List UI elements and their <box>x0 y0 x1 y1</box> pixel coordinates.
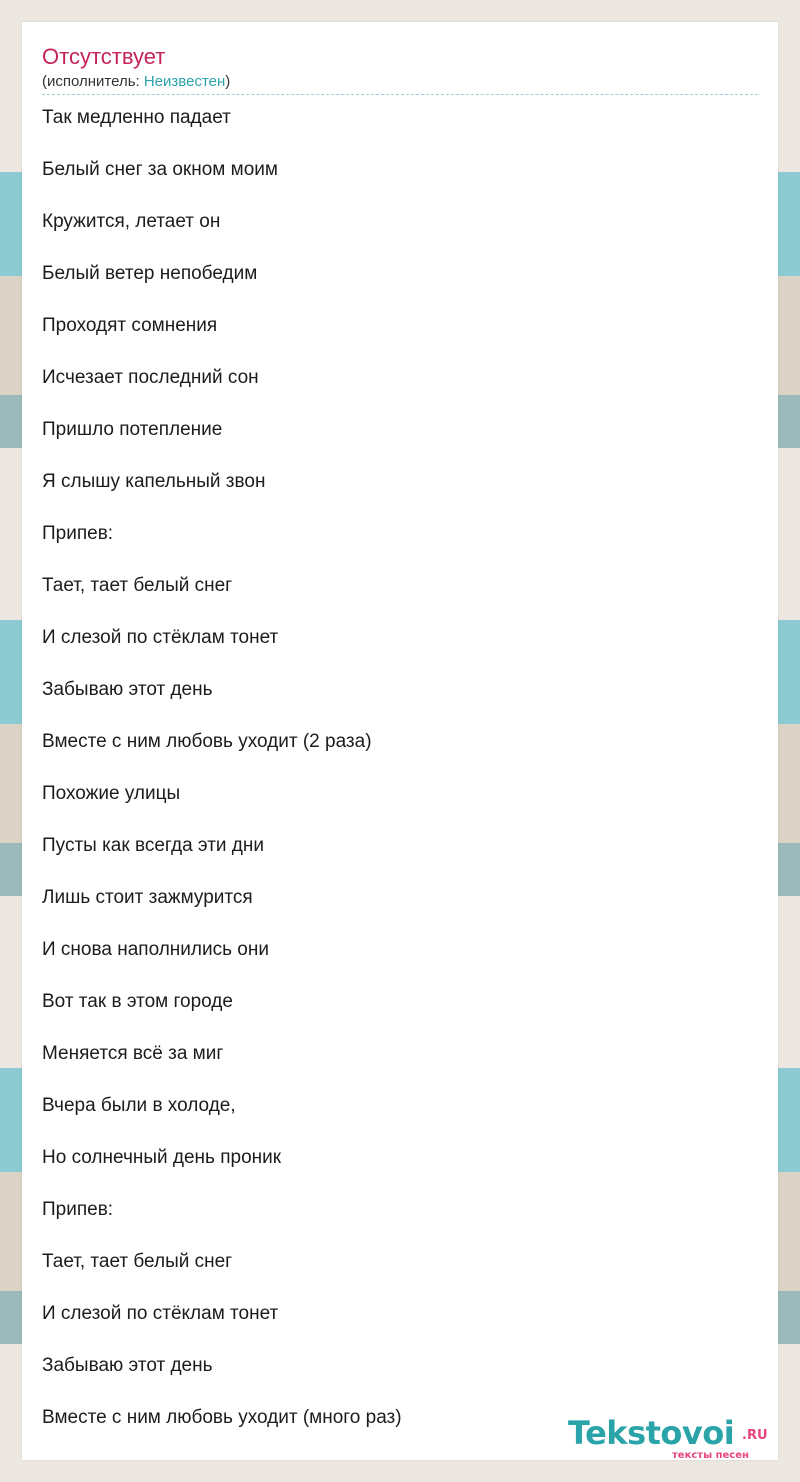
lyric-line: Но солнечный день проник <box>42 1147 282 1168</box>
lyric-line: Пусты как всегда эти дни <box>42 835 264 856</box>
chorus-label: Припев: <box>42 1199 114 1220</box>
logo-wordmark: Tekstovoi <box>568 1414 735 1452</box>
lyric-line: Вместе с ним любовь уходит (2 раза) <box>42 731 372 752</box>
artist-prefix: (исполнитель: <box>42 73 144 90</box>
lyric-line: Исчезает последний сон <box>42 367 259 388</box>
lyric-line: Так медленно падает <box>42 107 231 128</box>
lyrics-card <box>22 22 778 1460</box>
song-title: Отсутствует <box>42 44 166 69</box>
lyric-line: Лишь стоит зажмурится <box>42 887 253 908</box>
lyric-line: Меняется всё за миг <box>42 1043 224 1064</box>
lyric-line: Кружится, летает он <box>42 211 221 232</box>
artist-link[interactable]: Неизвестен <box>143 73 226 90</box>
lyric-line: Забываю этот день <box>42 679 213 700</box>
logo-tld: .RU <box>742 1428 768 1443</box>
lyric-line: Вчера были в холоде, <box>42 1095 236 1116</box>
chorus-label: Припев: <box>42 523 114 544</box>
logo-tagline: тексты песен <box>672 1450 749 1461</box>
lyric-line: Вот так в этом городе <box>42 991 233 1012</box>
lyric-line: Похожие улицы <box>42 783 181 804</box>
artist-suffix: ) <box>225 73 231 90</box>
lyric-line: Тает, тает белый снег <box>42 575 233 596</box>
lyric-line: И слезой по стёклам тонет <box>42 1303 279 1324</box>
artist-line <box>42 73 230 90</box>
title-divider <box>42 94 758 95</box>
lyrics-body <box>42 103 758 1455</box>
site-logo[interactable] <box>568 1414 778 1460</box>
lyric-line: Вместе с ним любовь уходит (много раз) <box>42 1407 402 1428</box>
lyric-line: Пришло потепление <box>42 419 223 440</box>
lyric-line: Забываю этот день <box>42 1355 213 1376</box>
lyric-line: И снова наполнились они <box>42 939 269 960</box>
lyric-line: Белый ветер непобедим <box>42 263 258 284</box>
lyric-line: Проходят сомнения <box>42 315 218 336</box>
lyric-line: Тает, тает белый снег <box>42 1251 233 1272</box>
lyric-line: Я слышу капельный звон <box>42 471 266 492</box>
lyric-line: Белый снег за окном моим <box>42 159 278 180</box>
lyric-line: И слезой по стёклам тонет <box>42 627 279 648</box>
